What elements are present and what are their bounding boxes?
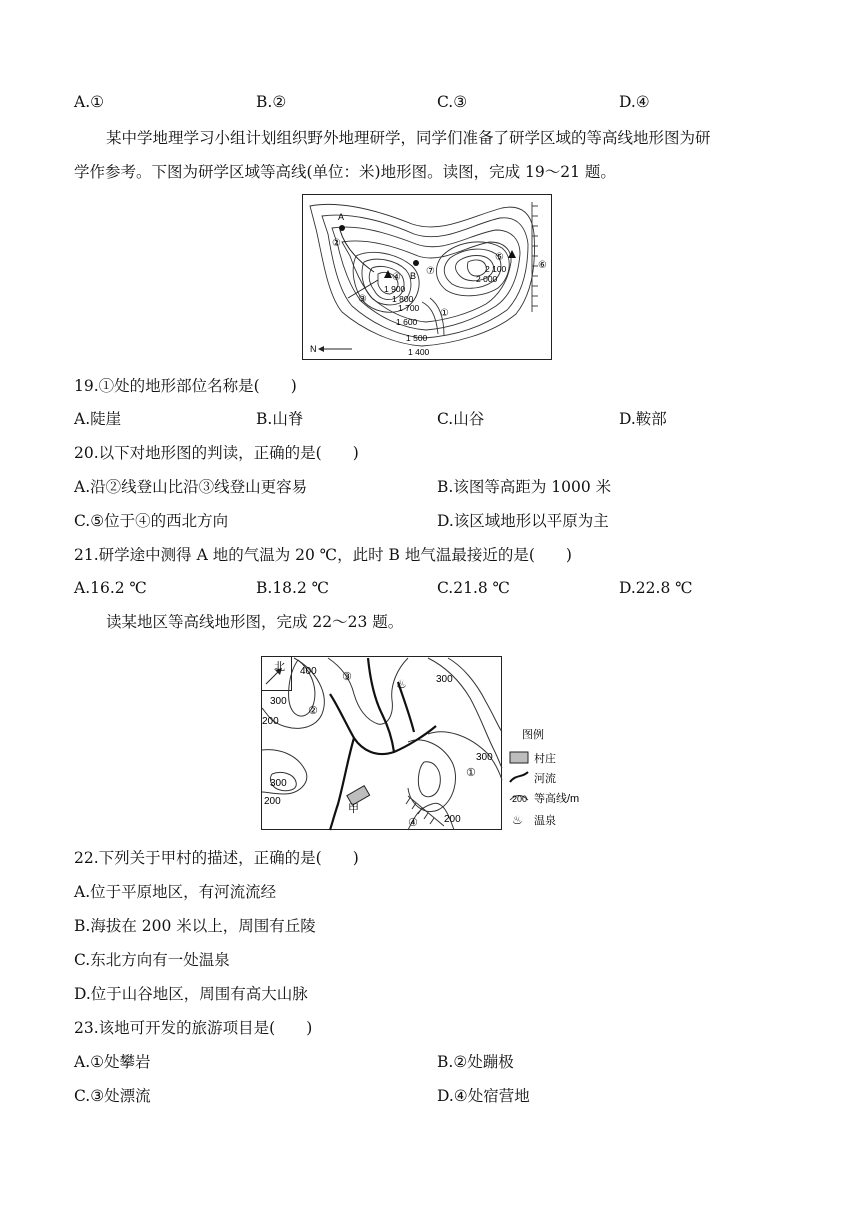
- map2-marker-4: ④: [408, 817, 418, 829]
- q19-option-b: B.山脊: [256, 410, 304, 428]
- map1-contour-1400: 1 400: [408, 347, 430, 357]
- map2-legend-village: 村庄: [534, 753, 556, 765]
- intro1-line1-row: [0, 126, 860, 150]
- map1-contour-1800: 1 800: [392, 294, 414, 304]
- q21-option-b: B.18.2 ℃: [256, 579, 330, 597]
- q20-stem-row: [0, 441, 860, 465]
- map1-contour-1900: 1 900: [384, 284, 406, 294]
- q22-option-c-row: [0, 948, 860, 972]
- q23-options-row-1: [0, 1050, 860, 1074]
- map1-label-1: ①: [440, 308, 449, 319]
- map2-contour-200-b: 200: [264, 796, 281, 807]
- q22-option-a: A.位于平原地区，有河流流经: [74, 883, 277, 901]
- map2-contour-200-a: 200: [262, 716, 279, 727]
- q21-option-c: C.21.8 ℃: [437, 579, 511, 597]
- q23-option-a: A.①处攀岩: [74, 1053, 151, 1071]
- q19-option-a: A.陡崖: [74, 410, 122, 428]
- q20-stem: 20.以下对地形图的判读，正确的是( ): [74, 444, 359, 462]
- map1-label-b: B: [410, 271, 417, 281]
- map1-contour-1700: 1 700: [398, 303, 420, 313]
- svg-text:♨: ♨: [512, 813, 523, 827]
- q20-options-row-1: [0, 475, 860, 499]
- map2-contour-300-d: 300: [476, 752, 493, 763]
- q19-option-c: C.山谷: [437, 410, 485, 428]
- map2-contour-400: 400: [300, 666, 317, 677]
- map1-contour-1500: 1 500: [406, 333, 428, 343]
- q21-option-d: D.22.8 ℃: [619, 579, 693, 597]
- q20-options-row-2: [0, 509, 860, 533]
- intro2-row: [0, 610, 860, 634]
- map1-label-5: ⑤: [495, 252, 504, 263]
- q21-stem: 21.研学途中测得 A 地的气温为 20 ℃，此时 B 地气温最接近的是( ): [74, 546, 572, 564]
- q21-stem-row: [0, 543, 860, 567]
- q23-option-d: D.④处宿营地: [437, 1087, 530, 1105]
- option-a: A.①: [74, 93, 105, 111]
- map2-village-label: 甲: [348, 803, 359, 815]
- map1-label-6: ⑥: [538, 260, 547, 271]
- q21-options-row: [0, 576, 860, 600]
- q19-stem: 19.①处的地形部位名称是( ): [74, 377, 297, 395]
- intro1-line2-row: [0, 160, 860, 184]
- map2-legend-title: 图例: [522, 729, 544, 741]
- intro2-text: 读某地区等高线地形图，完成 22～23 题。: [106, 613, 404, 631]
- map2-marker-3: ③: [342, 671, 352, 683]
- q19-option-d: D.鞍部: [619, 410, 667, 428]
- q22-option-d: D.位于山谷地区，周围有高大山脉: [74, 985, 308, 1003]
- map1-label-3: ③: [358, 294, 367, 305]
- map1-north-label: N: [310, 344, 317, 354]
- q22-option-a-row: [0, 880, 860, 904]
- intro1-line1: 某中学地理学习小组计划组织野外地理研学，同学们准备了研学区域的等高线地形图为研: [106, 129, 711, 147]
- option-d: D.④: [619, 93, 650, 111]
- q22-option-b-row: [0, 914, 860, 938]
- map1-contour-2100: 2 100: [485, 264, 507, 274]
- map2-contour-300-a: 300: [270, 696, 287, 707]
- q23-stem: 23.该地可开发的旅游项目是( ): [74, 1019, 313, 1037]
- q21-option-a: A.16.2 ℃: [74, 579, 147, 597]
- map2-contour-300-c: 300: [436, 674, 453, 685]
- q23-option-b: B.②处蹦极: [437, 1053, 514, 1071]
- map2-marker-2: ②: [308, 705, 318, 717]
- q19-stem-row: [0, 374, 860, 398]
- option-b: B.②: [256, 93, 287, 111]
- q19-options-row: [0, 407, 860, 431]
- map1-label-4: ④: [392, 272, 401, 283]
- option-c: C.③: [437, 93, 468, 111]
- q20-option-a: A.沿②线登山比沿③线登山更容易: [74, 478, 308, 496]
- q20-option-c: C.⑤位于④的西北方向: [74, 512, 229, 530]
- map1-label-a: A: [338, 212, 345, 222]
- map2-contour-300-b: 300: [270, 778, 287, 789]
- map2-contour-200-c: 200: [444, 814, 461, 825]
- contour-map-1: [302, 194, 552, 360]
- q22-option-b: B.海拔在 200 米以上，周围有丘陵: [74, 917, 316, 935]
- intro1-line2: 学作参考。下图为研学区域等高线(单位：米)地形图。读图，完成 19～21 题。: [74, 163, 616, 181]
- map2-legend-contour-sample: 200: [512, 794, 528, 804]
- map2-legend-contour: 等高线/m: [534, 793, 580, 805]
- map1-contour-1600: 1 600: [396, 317, 418, 327]
- q20-option-d: D.该区域地形以平原为主: [437, 512, 609, 530]
- q20-option-b: B.该图等高距为 1000 米: [437, 478, 612, 496]
- q22-option-d-row: [0, 982, 860, 1006]
- q22-stem: 22.下列关于甲村的描述，正确的是( ): [74, 849, 359, 867]
- q23-option-c: C.③处漂流: [74, 1087, 151, 1105]
- contour-map-2: [258, 654, 598, 832]
- map2-legend-hotspring: 温泉: [534, 815, 556, 827]
- q23-options-row-2: [0, 1084, 860, 1108]
- map1-label-7: ⑦: [426, 266, 435, 277]
- q23-stem-row: [0, 1016, 860, 1040]
- map2-north-label: 北: [274, 661, 285, 673]
- q22-option-c: C.东北方向有一处温泉: [74, 951, 230, 969]
- map2-marker-1: ①: [466, 767, 476, 779]
- q22-stem-row: [0, 846, 860, 870]
- map1-contour-2000: 2 000: [476, 274, 498, 284]
- map2-legend-river: 河流: [534, 773, 556, 785]
- map1-label-2: ②: [332, 238, 341, 249]
- top-options-row: [0, 90, 860, 114]
- svg-text:♨: ♨: [396, 677, 407, 691]
